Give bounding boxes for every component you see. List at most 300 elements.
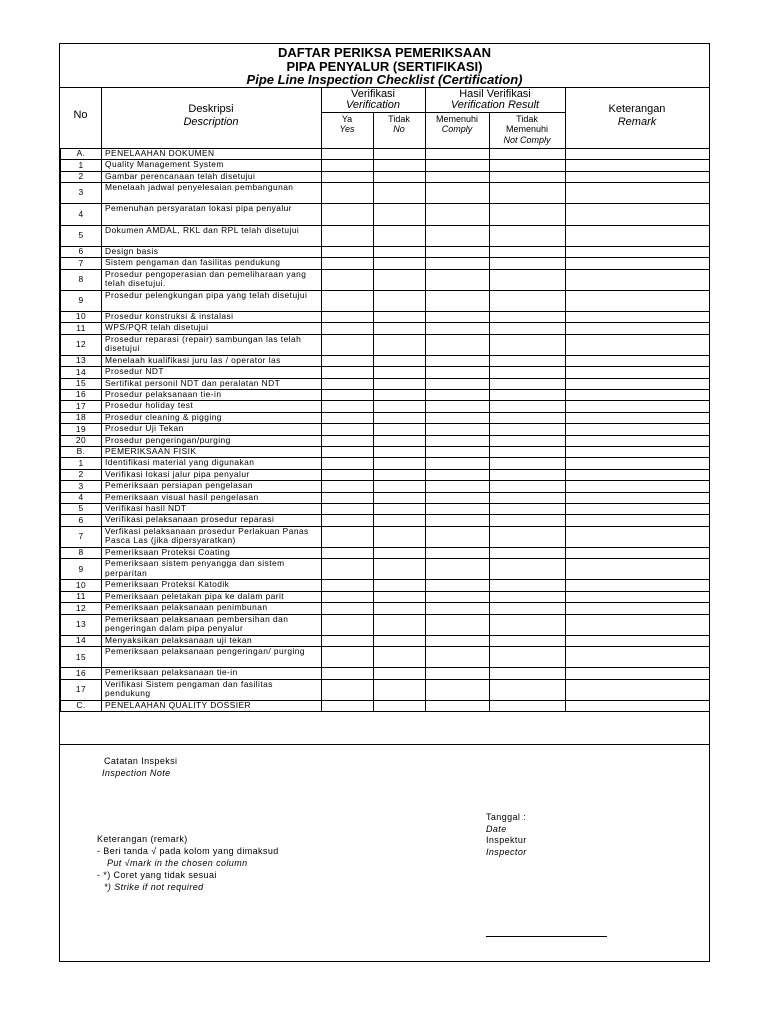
cell-not-comply[interactable] — [490, 390, 566, 401]
header-tidak: Tidak — [388, 114, 410, 124]
cell-verif-yes[interactable] — [322, 367, 374, 378]
cell-remark[interactable] — [566, 481, 710, 492]
cell-remark[interactable] — [566, 246, 710, 257]
cell-verif-yes[interactable] — [322, 547, 374, 558]
cell-not-comply[interactable] — [490, 246, 566, 257]
cell-verif-no[interactable] — [374, 614, 426, 635]
cell-verif-no[interactable] — [374, 225, 426, 246]
cell-not-comply[interactable] — [490, 378, 566, 389]
row-number: 15 — [61, 647, 102, 668]
cell-verif-yes[interactable] — [322, 458, 374, 469]
remark-bullet-2: - *) Coret yang tidak sesuai — [97, 870, 217, 880]
cell-not-comply[interactable] — [490, 401, 566, 412]
header-tidak-memenuhi-1: Tidak — [516, 114, 538, 124]
cell-verif-no[interactable] — [374, 503, 426, 514]
cell-verif-no[interactable] — [374, 701, 426, 712]
cell-verif-no[interactable] — [374, 290, 426, 311]
table-row — [61, 559, 710, 580]
cell-remark[interactable] — [566, 515, 710, 526]
cell-remark[interactable] — [566, 647, 710, 668]
table-header — [60, 87, 709, 150]
cell-verif-no[interactable] — [374, 679, 426, 700]
cell-remark[interactable] — [566, 171, 710, 182]
row-description: Pemeriksaan persiapan pengelasan — [102, 481, 322, 492]
cell-verif-yes[interactable] — [322, 446, 374, 457]
cell-comply[interactable] — [426, 603, 490, 614]
cell-not-comply[interactable] — [490, 580, 566, 591]
cell-remark[interactable] — [566, 701, 710, 712]
catatan-inspeksi-label: Catatan Inspeksi — [104, 756, 178, 766]
header-no: No — [73, 109, 88, 121]
cell-verif-yes[interactable] — [322, 401, 374, 412]
cell-remark[interactable] — [566, 258, 710, 269]
row-description: Prosedur NDT — [102, 367, 322, 378]
cell-verif-yes[interactable] — [322, 526, 374, 547]
cell-verif-yes[interactable] — [322, 378, 374, 389]
cell-comply[interactable] — [426, 614, 490, 635]
cell-comply[interactable] — [426, 149, 490, 160]
cell-verif-yes[interactable] — [322, 290, 374, 311]
table-row — [61, 603, 710, 614]
cell-verif-yes[interactable] — [322, 258, 374, 269]
row-description: Prosedur cleaning & pigging — [102, 412, 322, 423]
cell-verif-yes[interactable] — [322, 149, 374, 160]
cell-comply[interactable] — [426, 204, 490, 225]
cell-not-comply[interactable] — [490, 225, 566, 246]
cell-comply[interactable] — [426, 458, 490, 469]
cell-verif-no[interactable] — [374, 547, 426, 558]
header-verification-result: Verification Result — [450, 99, 540, 111]
cell-comply[interactable] — [426, 668, 490, 679]
row-number: 3 — [61, 481, 102, 492]
cell-remark[interactable] — [566, 559, 710, 580]
cell-verif-no[interactable] — [374, 334, 426, 355]
cell-comply[interactable] — [426, 679, 490, 700]
cell-comply[interactable] — [426, 323, 490, 334]
cell-verif-no[interactable] — [374, 635, 426, 646]
cell-not-comply[interactable] — [490, 290, 566, 311]
cell-not-comply[interactable] — [490, 412, 566, 423]
cell-comply[interactable] — [426, 225, 490, 246]
cell-verif-no[interactable] — [374, 481, 426, 492]
cell-verif-yes[interactable] — [322, 160, 374, 171]
cell-verif-no[interactable] — [374, 412, 426, 423]
cell-verif-no[interactable] — [374, 647, 426, 668]
table-row — [61, 258, 710, 269]
row-number: 13 — [61, 614, 102, 635]
cell-verif-yes[interactable] — [322, 591, 374, 602]
cell-remark[interactable] — [566, 183, 710, 204]
cell-remark[interactable] — [566, 580, 710, 591]
cell-verif-no[interactable] — [374, 183, 426, 204]
row-description: Sistem pengaman dan fasilitas pendukung — [102, 258, 322, 269]
row-number: 2 — [61, 469, 102, 480]
row-number: 13 — [61, 355, 102, 366]
table-row — [61, 515, 710, 526]
cell-verif-no[interactable] — [374, 367, 426, 378]
cell-comply[interactable] — [426, 526, 490, 547]
row-number: 14 — [61, 635, 102, 646]
row-number: 12 — [61, 603, 102, 614]
cell-remark[interactable] — [566, 679, 710, 700]
row-description: Menyaksikan pelaksanaan uji tekan — [102, 635, 322, 646]
header-not-comply: Not Comply — [503, 135, 551, 145]
table-row — [61, 160, 710, 171]
table-row — [61, 701, 710, 712]
row-description: Verfikasi pelaksanaan prosedur Perlakuan Panas Pasca Las (jika dipersyaratkan) — [102, 526, 322, 547]
cell-not-comply[interactable] — [490, 311, 566, 322]
cell-not-comply[interactable] — [490, 258, 566, 269]
cell-comply[interactable] — [426, 503, 490, 514]
cell-comply[interactable] — [426, 160, 490, 171]
cell-verif-yes[interactable] — [322, 204, 374, 225]
cell-comply[interactable] — [426, 290, 490, 311]
form-title-line2: PIPA PENYALUR (SERTIFIKASI) — [286, 59, 483, 74]
cell-verif-no[interactable] — [374, 458, 426, 469]
cell-verif-yes[interactable] — [322, 668, 374, 679]
cell-comply[interactable] — [426, 311, 490, 322]
row-number: 3 — [61, 183, 102, 204]
cell-comply[interactable] — [426, 401, 490, 412]
row-number: 10 — [61, 311, 102, 322]
cell-not-comply[interactable] — [490, 635, 566, 646]
cell-verif-no[interactable] — [374, 355, 426, 366]
cell-comply[interactable] — [426, 258, 490, 269]
cell-comply[interactable] — [426, 515, 490, 526]
cell-verif-no[interactable] — [374, 378, 426, 389]
cell-remark[interactable] — [566, 160, 710, 171]
cell-verif-no[interactable] — [374, 149, 426, 160]
cell-verif-yes[interactable] — [322, 481, 374, 492]
cell-comply[interactable] — [426, 580, 490, 591]
cell-not-comply[interactable] — [490, 160, 566, 171]
cell-remark[interactable] — [566, 378, 710, 389]
row-number: 11 — [61, 591, 102, 602]
cell-remark[interactable] — [566, 149, 710, 160]
cell-comply[interactable] — [426, 412, 490, 423]
cell-comply[interactable] — [426, 591, 490, 602]
cell-remark[interactable] — [566, 547, 710, 558]
cell-verif-yes[interactable] — [322, 171, 374, 182]
cell-verif-yes[interactable] — [322, 647, 374, 668]
cell-remark[interactable] — [566, 311, 710, 322]
row-number: 19 — [61, 424, 102, 435]
cell-verif-no[interactable] — [374, 469, 426, 480]
cell-verif-no[interactable] — [374, 258, 426, 269]
cell-verif-yes[interactable] — [322, 614, 374, 635]
cell-remark[interactable] — [566, 458, 710, 469]
cell-verif-no[interactable] — [374, 323, 426, 334]
cell-verif-no[interactable] — [374, 269, 426, 290]
table-row — [61, 679, 710, 700]
cell-verif-yes[interactable] — [322, 355, 374, 366]
row-number: 10 — [61, 580, 102, 591]
cell-comply[interactable] — [426, 446, 490, 457]
cell-verif-no[interactable] — [374, 580, 426, 591]
table-row — [61, 246, 710, 257]
row-description: Identifikasi material yang digunakan — [102, 458, 322, 469]
cell-remark[interactable] — [566, 390, 710, 401]
cell-remark[interactable] — [566, 412, 710, 423]
cell-verif-no[interactable] — [374, 603, 426, 614]
cell-remark[interactable] — [566, 323, 710, 334]
row-number: 6 — [61, 246, 102, 257]
cell-remark[interactable] — [566, 435, 710, 446]
cell-verif-no[interactable] — [374, 204, 426, 225]
cell-remark[interactable] — [566, 290, 710, 311]
row-description: PEMERIKSAAN FISIK — [102, 446, 322, 457]
table-row — [61, 290, 710, 311]
cell-comply[interactable] — [426, 367, 490, 378]
row-description: Verifikasi hasil NDT — [102, 503, 322, 514]
row-description: Pemeriksaan visual hasil pengelasan — [102, 492, 322, 503]
cell-not-comply[interactable] — [490, 424, 566, 435]
cell-not-comply[interactable] — [490, 355, 566, 366]
cell-remark[interactable] — [566, 446, 710, 457]
cell-not-comply[interactable] — [490, 269, 566, 290]
cell-remark[interactable] — [566, 334, 710, 355]
cell-not-comply[interactable] — [490, 515, 566, 526]
cell-comply[interactable] — [426, 635, 490, 646]
cell-comply[interactable] — [426, 355, 490, 366]
cell-comply[interactable] — [426, 378, 490, 389]
table-row — [61, 204, 710, 225]
cell-verif-yes[interactable] — [322, 424, 374, 435]
table-row — [61, 401, 710, 412]
table-row — [61, 323, 710, 334]
cell-not-comply[interactable] — [490, 435, 566, 446]
header-comply: Comply — [441, 124, 473, 134]
cell-comply[interactable] — [426, 334, 490, 355]
cell-not-comply[interactable] — [490, 559, 566, 580]
table-row — [61, 390, 710, 401]
row-description: Menelaah kualifikasi juru las / operator las — [102, 355, 322, 366]
cell-remark[interactable] — [566, 591, 710, 602]
cell-not-comply[interactable] — [490, 647, 566, 668]
cell-remark[interactable] — [566, 355, 710, 366]
row-description: Verifikasi pelaksanaan prosedur reparasi — [102, 515, 322, 526]
row-description: Prosedur pelaksanaan tie-in — [102, 390, 322, 401]
cell-verif-yes[interactable] — [322, 580, 374, 591]
cell-verif-no[interactable] — [374, 160, 426, 171]
cell-comply[interactable] — [426, 559, 490, 580]
cell-verif-yes[interactable] — [322, 435, 374, 446]
row-description: Pemeriksaan pelaksanaan pembersihan dan pengeringan dalam pipa penyalur — [102, 614, 322, 635]
row-number: C. — [61, 701, 102, 712]
cell-not-comply[interactable] — [490, 481, 566, 492]
row-description: Pemeriksaan pelaksanaan tie-in — [102, 668, 322, 679]
cell-not-comply[interactable] — [490, 204, 566, 225]
cell-comply[interactable] — [426, 647, 490, 668]
cell-comply[interactable] — [426, 171, 490, 182]
cell-not-comply[interactable] — [490, 668, 566, 679]
signature-line[interactable] — [486, 936, 607, 937]
table-row — [61, 547, 710, 558]
cell-verif-no[interactable] — [374, 311, 426, 322]
cell-verif-no[interactable] — [374, 424, 426, 435]
header-verifikasi: Verifikasi — [350, 88, 396, 100]
row-description: Pemeriksaan Proteksi Katodik — [102, 580, 322, 591]
cell-verif-no[interactable] — [374, 515, 426, 526]
cell-comply[interactable] — [426, 390, 490, 401]
row-number: 7 — [61, 526, 102, 547]
row-description: PENELAAHAN QUALITY DOSSIER — [102, 701, 322, 712]
row-number: 12 — [61, 334, 102, 355]
row-number: 5 — [61, 225, 102, 246]
cell-verif-no[interactable] — [374, 446, 426, 457]
row-description: Prosedur Uji Tekan — [102, 424, 322, 435]
cell-not-comply[interactable] — [490, 323, 566, 334]
cell-verif-no[interactable] — [374, 492, 426, 503]
cell-verif-yes[interactable] — [322, 323, 374, 334]
cell-not-comply[interactable] — [490, 701, 566, 712]
header-yes: Yes — [339, 124, 355, 134]
row-description: Quality Management System — [102, 160, 322, 171]
cell-verif-no[interactable] — [374, 435, 426, 446]
table-row — [61, 503, 710, 514]
cell-remark[interactable] — [566, 225, 710, 246]
checklist-form — [59, 43, 710, 962]
cell-verif-no[interactable] — [374, 526, 426, 547]
cell-not-comply[interactable] — [490, 526, 566, 547]
table-row — [61, 311, 710, 322]
row-number: 14 — [61, 367, 102, 378]
cell-verif-yes[interactable] — [322, 469, 374, 480]
row-description: Menelaah jadwal penyelesaian pembangunan — [102, 183, 322, 204]
cell-verif-yes[interactable] — [322, 334, 374, 355]
cell-not-comply[interactable] — [490, 591, 566, 602]
cell-comply[interactable] — [426, 469, 490, 480]
cell-remark[interactable] — [566, 668, 710, 679]
cell-verif-yes[interactable] — [322, 515, 374, 526]
row-description: Dokumen AMDAL, RKL dan RPL telah disetujui — [102, 225, 322, 246]
table-row — [61, 614, 710, 635]
row-number: 5 — [61, 503, 102, 514]
cell-verif-yes[interactable] — [322, 492, 374, 503]
header-description-id: Deskripsi — [188, 103, 234, 115]
cell-not-comply[interactable] — [490, 503, 566, 514]
cell-verif-yes[interactable] — [322, 390, 374, 401]
row-number: 17 — [61, 679, 102, 700]
table-row — [61, 149, 710, 160]
table-row — [61, 334, 710, 355]
header-ya: Ya — [341, 114, 353, 124]
cell-remark[interactable] — [566, 492, 710, 503]
cell-comply[interactable] — [426, 481, 490, 492]
remark-bullet-1: - Beri tanda √ pada kolom yang dimaksud — [97, 846, 279, 856]
cell-not-comply[interactable] — [490, 367, 566, 378]
cell-not-comply[interactable] — [490, 492, 566, 503]
row-description: Verifikasi Sistem pengaman dan fasilitas pendukung — [102, 679, 322, 700]
cell-verif-yes[interactable] — [322, 559, 374, 580]
cell-verif-no[interactable] — [374, 246, 426, 257]
notes-section — [60, 744, 709, 963]
cell-verif-yes[interactable] — [322, 635, 374, 646]
cell-verif-yes[interactable] — [322, 412, 374, 423]
header-no-en: No — [393, 124, 405, 134]
cell-not-comply[interactable] — [490, 547, 566, 558]
cell-remark[interactable] — [566, 269, 710, 290]
cell-not-comply[interactable] — [490, 149, 566, 160]
keterangan-remark-label: Keterangan (remark) — [97, 834, 188, 844]
cell-comply[interactable] — [426, 424, 490, 435]
row-description: Prosedur pengoperasian dan pemeliharaan yang telah disetujui. — [102, 269, 322, 290]
header-description-en: Description — [183, 116, 239, 128]
cell-remark[interactable] — [566, 401, 710, 412]
cell-not-comply[interactable] — [490, 679, 566, 700]
cell-verif-no[interactable] — [374, 668, 426, 679]
cell-not-comply[interactable] — [490, 458, 566, 469]
cell-verif-yes[interactable] — [322, 603, 374, 614]
cell-remark[interactable] — [566, 469, 710, 480]
row-description: Pemeriksaan pelaksanaan pengeringan/ purging — [102, 647, 322, 668]
cell-remark[interactable] — [566, 367, 710, 378]
row-number: 8 — [61, 269, 102, 290]
cell-comply[interactable] — [426, 269, 490, 290]
cell-not-comply[interactable] — [490, 603, 566, 614]
cell-remark[interactable] — [566, 204, 710, 225]
cell-not-comply[interactable] — [490, 446, 566, 457]
table-row — [61, 481, 710, 492]
cell-not-comply[interactable] — [490, 334, 566, 355]
cell-not-comply[interactable] — [490, 171, 566, 182]
cell-verif-yes[interactable] — [322, 183, 374, 204]
row-number: 9 — [61, 290, 102, 311]
cell-remark[interactable] — [566, 603, 710, 614]
cell-remark[interactable] — [566, 503, 710, 514]
cell-verif-yes[interactable] — [322, 246, 374, 257]
cell-verif-yes[interactable] — [322, 311, 374, 322]
cell-not-comply[interactable] — [490, 469, 566, 480]
row-number: 6 — [61, 515, 102, 526]
cell-comply[interactable] — [426, 246, 490, 257]
header-verification: Verification — [345, 99, 400, 111]
table-row — [61, 446, 710, 457]
row-number: 20 — [61, 435, 102, 446]
cell-verif-yes[interactable] — [322, 503, 374, 514]
table-row — [61, 435, 710, 446]
cell-verif-no[interactable] — [374, 390, 426, 401]
table-row — [61, 269, 710, 290]
cell-verif-no[interactable] — [374, 171, 426, 182]
cell-not-comply[interactable] — [490, 614, 566, 635]
cell-verif-yes[interactable] — [322, 701, 374, 712]
cell-verif-no[interactable] — [374, 559, 426, 580]
cell-remark[interactable] — [566, 424, 710, 435]
cell-comply[interactable] — [426, 183, 490, 204]
cell-remark[interactable] — [566, 614, 710, 635]
row-number: A. — [61, 149, 102, 160]
cell-verif-yes[interactable] — [322, 679, 374, 700]
table-row — [61, 171, 710, 182]
cell-verif-no[interactable] — [374, 591, 426, 602]
row-number: 1 — [61, 160, 102, 171]
cell-remark[interactable] — [566, 526, 710, 547]
row-description: Pemeriksaan pelaksanaan penimbunan — [102, 603, 322, 614]
cell-comply[interactable] — [426, 492, 490, 503]
cell-comply[interactable] — [426, 435, 490, 446]
cell-comply[interactable] — [426, 547, 490, 558]
cell-comply[interactable] — [426, 701, 490, 712]
cell-verif-yes[interactable] — [322, 269, 374, 290]
row-number: B. — [61, 446, 102, 457]
cell-remark[interactable] — [566, 635, 710, 646]
cell-not-comply[interactable] — [490, 183, 566, 204]
cell-verif-no[interactable] — [374, 401, 426, 412]
cell-verif-yes[interactable] — [322, 225, 374, 246]
row-description: Design basis — [102, 246, 322, 257]
table-row — [61, 668, 710, 679]
